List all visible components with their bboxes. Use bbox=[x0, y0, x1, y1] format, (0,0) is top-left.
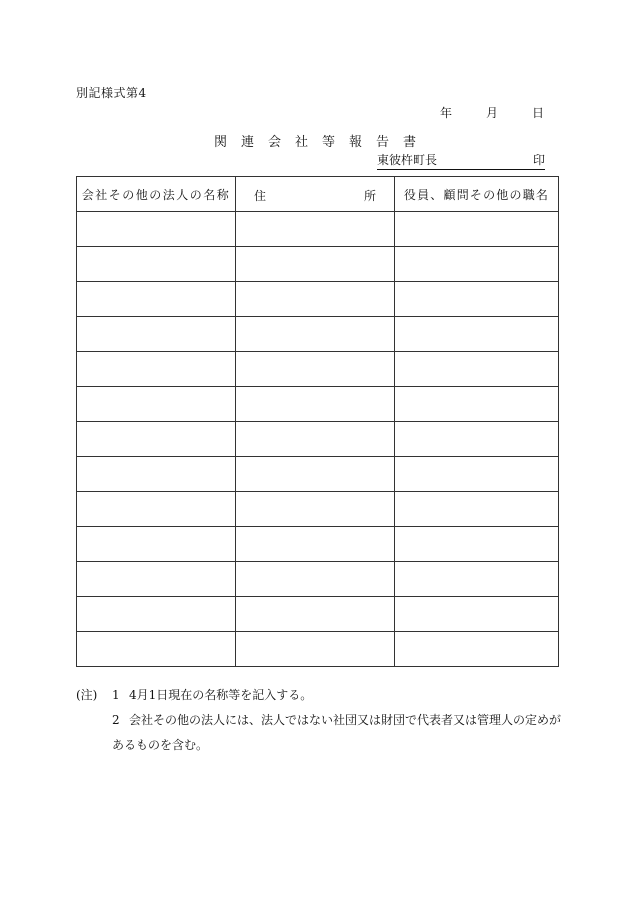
table-row bbox=[77, 212, 559, 247]
note-number: 1 bbox=[112, 688, 120, 702]
date-day: 日 bbox=[531, 106, 544, 120]
cell-role[interactable] bbox=[395, 317, 559, 352]
header-address bbox=[236, 177, 395, 212]
header-address-left: 住 bbox=[254, 189, 267, 203]
cell-company-name[interactable] bbox=[77, 492, 236, 527]
cell-role[interactable] bbox=[395, 527, 559, 562]
table-row bbox=[77, 422, 559, 457]
cell-company-name[interactable] bbox=[77, 387, 236, 422]
cell-address[interactable] bbox=[236, 247, 395, 282]
cell-address[interactable] bbox=[236, 387, 395, 422]
table-row bbox=[77, 492, 559, 527]
table-body bbox=[77, 212, 559, 667]
table-row bbox=[77, 247, 559, 282]
cell-role[interactable] bbox=[395, 422, 559, 457]
form-number: 別記様式第4 bbox=[76, 86, 147, 100]
cell-company-name[interactable] bbox=[77, 352, 236, 387]
report-table bbox=[76, 176, 559, 667]
cell-address[interactable] bbox=[236, 632, 395, 667]
cell-address[interactable] bbox=[236, 597, 395, 632]
cell-role[interactable] bbox=[395, 387, 559, 422]
note-number: 2 bbox=[112, 713, 120, 727]
cell-role[interactable] bbox=[395, 562, 559, 597]
table-row bbox=[77, 457, 559, 492]
cell-company-name[interactable] bbox=[77, 422, 236, 457]
cell-company-name[interactable] bbox=[77, 282, 236, 317]
cell-role[interactable] bbox=[395, 212, 559, 247]
cell-role[interactable] bbox=[395, 352, 559, 387]
table-row bbox=[77, 282, 559, 317]
cell-company-name[interactable] bbox=[77, 527, 236, 562]
cell-company-name[interactable] bbox=[77, 597, 236, 632]
date-month: 月 bbox=[485, 106, 498, 120]
cell-address[interactable] bbox=[236, 317, 395, 352]
cell-role[interactable] bbox=[395, 247, 559, 282]
date-line bbox=[440, 104, 544, 121]
cell-address[interactable] bbox=[236, 527, 395, 562]
cell-company-name[interactable] bbox=[77, 457, 236, 492]
cell-company-name[interactable] bbox=[77, 317, 236, 352]
document-title: 関連会社等報告書 bbox=[213, 135, 430, 150]
notes-section bbox=[76, 683, 566, 758]
cell-company-name[interactable] bbox=[77, 247, 236, 282]
cell-address[interactable] bbox=[236, 422, 395, 457]
header-role: 役員、顧問その他の職名 bbox=[395, 177, 559, 212]
table-row bbox=[77, 562, 559, 597]
table-row bbox=[77, 317, 559, 352]
header-address-right: 所 bbox=[363, 189, 376, 203]
note-text-continued: あるものを含む。 bbox=[112, 738, 209, 752]
table-row bbox=[77, 527, 559, 562]
table-row bbox=[77, 597, 559, 632]
addressee-name: 東彼杵町長 bbox=[377, 153, 438, 167]
note-item-2-continuation bbox=[76, 733, 566, 758]
addressee-line bbox=[377, 151, 545, 170]
cell-address[interactable] bbox=[236, 492, 395, 527]
table-header-row bbox=[77, 177, 559, 212]
note-text: 会社その他の法人には、法人ではない社団又は財団で代表者又は管理人の定めが bbox=[129, 713, 562, 727]
cell-role[interactable] bbox=[395, 492, 559, 527]
header-company-name: 会社その他の法人の名称 bbox=[77, 177, 236, 212]
cell-address[interactable] bbox=[236, 282, 395, 317]
note-text: 4月1日現在の名称等を記入する。 bbox=[129, 688, 313, 702]
table-row bbox=[77, 387, 559, 422]
note-item-1 bbox=[76, 683, 566, 708]
notes-label: (注) bbox=[76, 688, 98, 702]
cell-role[interactable] bbox=[395, 282, 559, 317]
note-item-2 bbox=[76, 708, 566, 733]
date-year: 年 bbox=[439, 106, 452, 120]
cell-role[interactable] bbox=[395, 597, 559, 632]
table-row bbox=[77, 632, 559, 667]
cell-company-name[interactable] bbox=[77, 212, 236, 247]
table-row bbox=[77, 352, 559, 387]
cell-role[interactable] bbox=[395, 457, 559, 492]
cell-address[interactable] bbox=[236, 212, 395, 247]
cell-address[interactable] bbox=[236, 352, 395, 387]
cell-address[interactable] bbox=[236, 457, 395, 492]
cell-company-name[interactable] bbox=[77, 632, 236, 667]
seal-mark: 印 bbox=[532, 153, 545, 167]
cell-role[interactable] bbox=[395, 632, 559, 667]
cell-address[interactable] bbox=[236, 562, 395, 597]
cell-company-name[interactable] bbox=[77, 562, 236, 597]
